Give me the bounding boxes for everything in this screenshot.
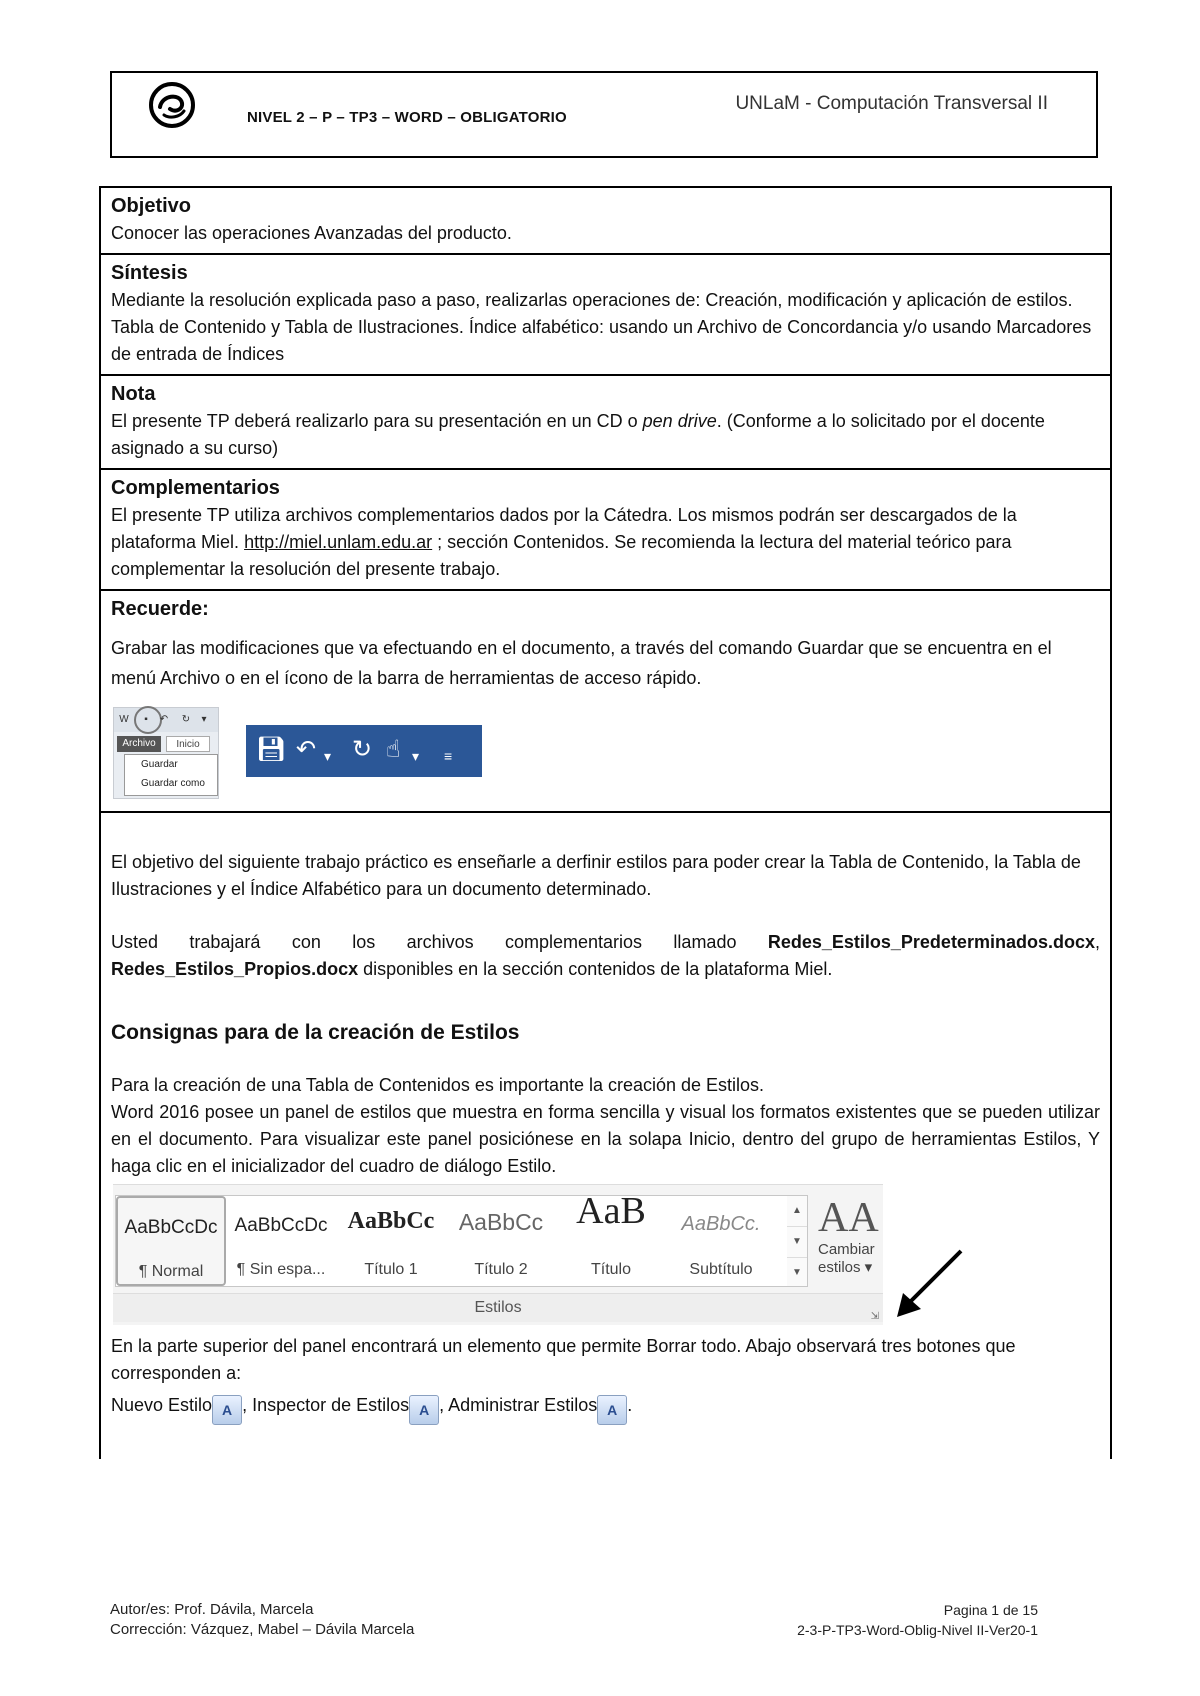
undo-icon[interactable]: ↶ (296, 736, 317, 763)
change-styles-icon: AA (818, 1195, 879, 1241)
save-icon[interactable]: 💾︎ (256, 736, 287, 763)
toc-paragraph: Para la creación de una Tabla de Contenidos es importante la creación de Estilos. (111, 1075, 765, 1095)
gallery-more-icon[interactable]: ▼ (792, 1267, 802, 1278)
footer-right (797, 1600, 1038, 1640)
complementarios-text-a: El presente TP utiliza archivos complementarios dados por la Cátedra. Los mismos podrán ser descargados de la plataforma Miel. (111, 505, 1017, 552)
recuerde-title: Recuerde: (111, 598, 209, 620)
recuerde-cell (101, 591, 1110, 813)
complementarios-title: Complementarios (111, 477, 280, 499)
nota-text (111, 408, 1100, 462)
nota-text-a: El presente TP deberá realizarlo para su presentación en un CD o (111, 411, 643, 431)
panel-buttons-paragraph: En la parte superior del panel encontrará un elemento que permite Borrar todo. Abajo observará tres botones que corresponden a: (111, 1336, 1016, 1383)
menu-item-guardar-como[interactable]: Guardar como (141, 778, 205, 789)
header-level-title: NIVEL 2 – P – TP3 – WORD – OBLIGATORIO (247, 109, 567, 126)
objetivo-cell (101, 188, 1110, 255)
objective-paragraph: El objetivo del siguiente trabajo práctico es enseñarle a derfinir estilos para poder crear la Tabla de Contenido, la Tabla de Ilustraciones y el Índice Alfabético para un documento determinado. (111, 852, 1081, 899)
style-preview: AaBbCc (347, 1208, 435, 1234)
content-frame (99, 186, 1112, 1459)
footer-left (110, 1600, 414, 1640)
buttons-line-end: . (627, 1395, 633, 1415)
footer-correction: Corrección: Vázquez, Mabel – Dávila Marcela (110, 1621, 415, 1638)
page-header (110, 71, 1098, 158)
redo-icon[interactable]: ↻ (352, 736, 373, 763)
style-label: Título 1 (364, 1261, 418, 1278)
footer-doc-code: 2-3-P-TP3-Word-Oblig-Nivel II-Ver20-1 (797, 1622, 1038, 1638)
pointer-arrow-icon (893, 1245, 973, 1325)
touch-dropdown-icon[interactable]: ▾ (412, 748, 420, 764)
touch-mode-icon[interactable]: ☝ (386, 736, 401, 763)
inspector-text: , Inspector de Estilos (242, 1395, 410, 1415)
complementarios-cell (101, 470, 1110, 591)
footer-page-number: Pagina 1 de 15 (943, 1602, 1038, 1618)
gallery-scroll[interactable] (787, 1195, 808, 1287)
qat-new-toolbar (246, 725, 482, 777)
buttons-line (111, 1387, 1100, 1425)
header-course-title: UNLaM - Computación Transversal II (735, 93, 1048, 114)
word-app-icon: W (119, 714, 129, 725)
manage-styles-icon[interactable]: A (597, 1395, 627, 1425)
style-preview: AaBbCcDc (234, 1215, 328, 1236)
section-title: Consignas para de la creación de Estilos (111, 1021, 520, 1044)
qat-old-screenshot (113, 707, 219, 799)
recuerde-text: Grabar las modificaciones que va efectuando en el documento, a través del comando Guardar que se encuentra en el menú Archivo o en el ícono de la barra de herramientas de acceso rápido. (111, 638, 1052, 688)
style-titulo[interactable] (556, 1196, 666, 1286)
qat-images (111, 701, 1100, 801)
files-text-a: Usted trabajará con los archivos complementarios llamado (111, 932, 768, 952)
style-label: ¶ Normal (138, 1263, 204, 1280)
new-style-icon[interactable]: A (212, 1395, 242, 1425)
style-titulo-2[interactable] (446, 1196, 556, 1286)
sintesis-cell (101, 255, 1110, 376)
style-preview: AaBbCcDc (124, 1217, 218, 1238)
redo-icon: ↻ (181, 714, 191, 725)
nota-text-italic: pen drive (642, 411, 717, 431)
style-label: Título 2 (474, 1261, 528, 1278)
instructions-body (101, 813, 1110, 1459)
style-subtitulo[interactable] (666, 1196, 776, 1286)
scroll-down-icon[interactable]: ▼ (787, 1227, 807, 1258)
styles-group-name: Estilos (474, 1299, 522, 1316)
tab-archivo[interactable]: Archivo (117, 736, 161, 752)
styles-gallery (115, 1195, 789, 1287)
miel-link[interactable]: http://miel.unlam.edu.ar (244, 532, 433, 552)
complementarios-text (111, 502, 1100, 583)
nota-title: Nota (111, 383, 156, 405)
save-icon: ▪ (144, 714, 148, 725)
frame-spacer (111, 1425, 1100, 1459)
nota-text-b: . (Conforme a lo solicitado por el docente asignado a su curso) (111, 411, 1045, 458)
files-text-b: disponibles en la sección contenidos de la plataforma Miel. (358, 959, 833, 979)
undo-icon: ↶ (159, 714, 169, 725)
styles-group-label (113, 1293, 883, 1322)
objetivo-title: Objetivo (111, 195, 192, 217)
change-styles-label-1: Cambiar (818, 1241, 875, 1258)
undo-dropdown-icon[interactable]: ▾ (324, 748, 332, 764)
style-normal[interactable] (116, 1196, 226, 1286)
file-predeterminados: Redes_Estilos_Predeterminados.docx (767, 932, 1095, 952)
style-titulo-1[interactable] (336, 1196, 446, 1286)
files-sep: , (1094, 932, 1100, 952)
styles-ribbon (113, 1184, 883, 1325)
footer-author: Autor/es: Prof. Dávila, Marcela (110, 1601, 314, 1618)
unlam-logo-icon (148, 81, 196, 129)
administrar-text: , Administrar Estilos (439, 1395, 598, 1415)
nota-cell (101, 376, 1110, 470)
customize-icon: ▾ (201, 714, 207, 725)
objetivo-text: Conocer las operaciones Avanzadas del producto. (111, 223, 512, 243)
change-styles-button[interactable] (818, 1195, 888, 1291)
style-preview: AaBbCc. (681, 1213, 761, 1235)
style-label: Subtítulo (689, 1261, 753, 1278)
archivo-menu (124, 754, 218, 796)
file-propios: Redes_Estilos_Propios.docx (111, 959, 359, 979)
files-paragraph (111, 929, 1100, 983)
style-sin-espaciado[interactable] (226, 1196, 336, 1286)
sintesis-text: Mediante la resolución explicada paso a paso, realizarlas operaciones de: Creación, modificación y aplicación de estilos. Tabla de Contenido y Tabla de Ilustraciones. Índice alfabético: usando un Archivo de Concordancia y/o usando Marcadores de entrada de Índices (111, 290, 1092, 364)
style-label: ¶ Sin espa... (236, 1261, 326, 1278)
customize-qat-icon[interactable]: ≡ (444, 748, 453, 764)
style-preview: AaBbCc (458, 1209, 544, 1235)
nuevo-estilo-text: Nuevo Estilo (111, 1395, 213, 1415)
menu-item-guardar[interactable]: Guardar (141, 759, 178, 770)
change-styles-label-2: estilos ▾ (818, 1259, 873, 1276)
tab-inicio[interactable]: Inicio (166, 736, 210, 752)
sintesis-title: Síntesis (111, 262, 188, 284)
scroll-up-icon[interactable]: ▲ (787, 1196, 807, 1227)
instructions-cell (101, 813, 1110, 1459)
dialog-launcher-icon[interactable]: ⇲ (870, 1311, 879, 1322)
style-inspector-icon[interactable]: A (409, 1395, 439, 1425)
style-preview: AaB (576, 1198, 646, 1225)
qat-old-toolbar (114, 708, 218, 732)
style-label: Título (590, 1261, 631, 1278)
complementarios-text-b: ; sección Contenidos. Se recomienda la lectura del material teórico para complementar la resolución del presente trabajo. (111, 532, 1012, 579)
styles-panel-paragraph: Word 2016 posee un panel de estilos que muestra en forma sencilla y visual los formatos existentes que se pueden utilizar en el documento. Para visualizar este panel posiciónese en la solapa Inicio, dentro del grupo de herramientas Estilos, Y haga clic en el inicializador del cuadro de diálogo Estilo. (111, 1102, 1100, 1176)
